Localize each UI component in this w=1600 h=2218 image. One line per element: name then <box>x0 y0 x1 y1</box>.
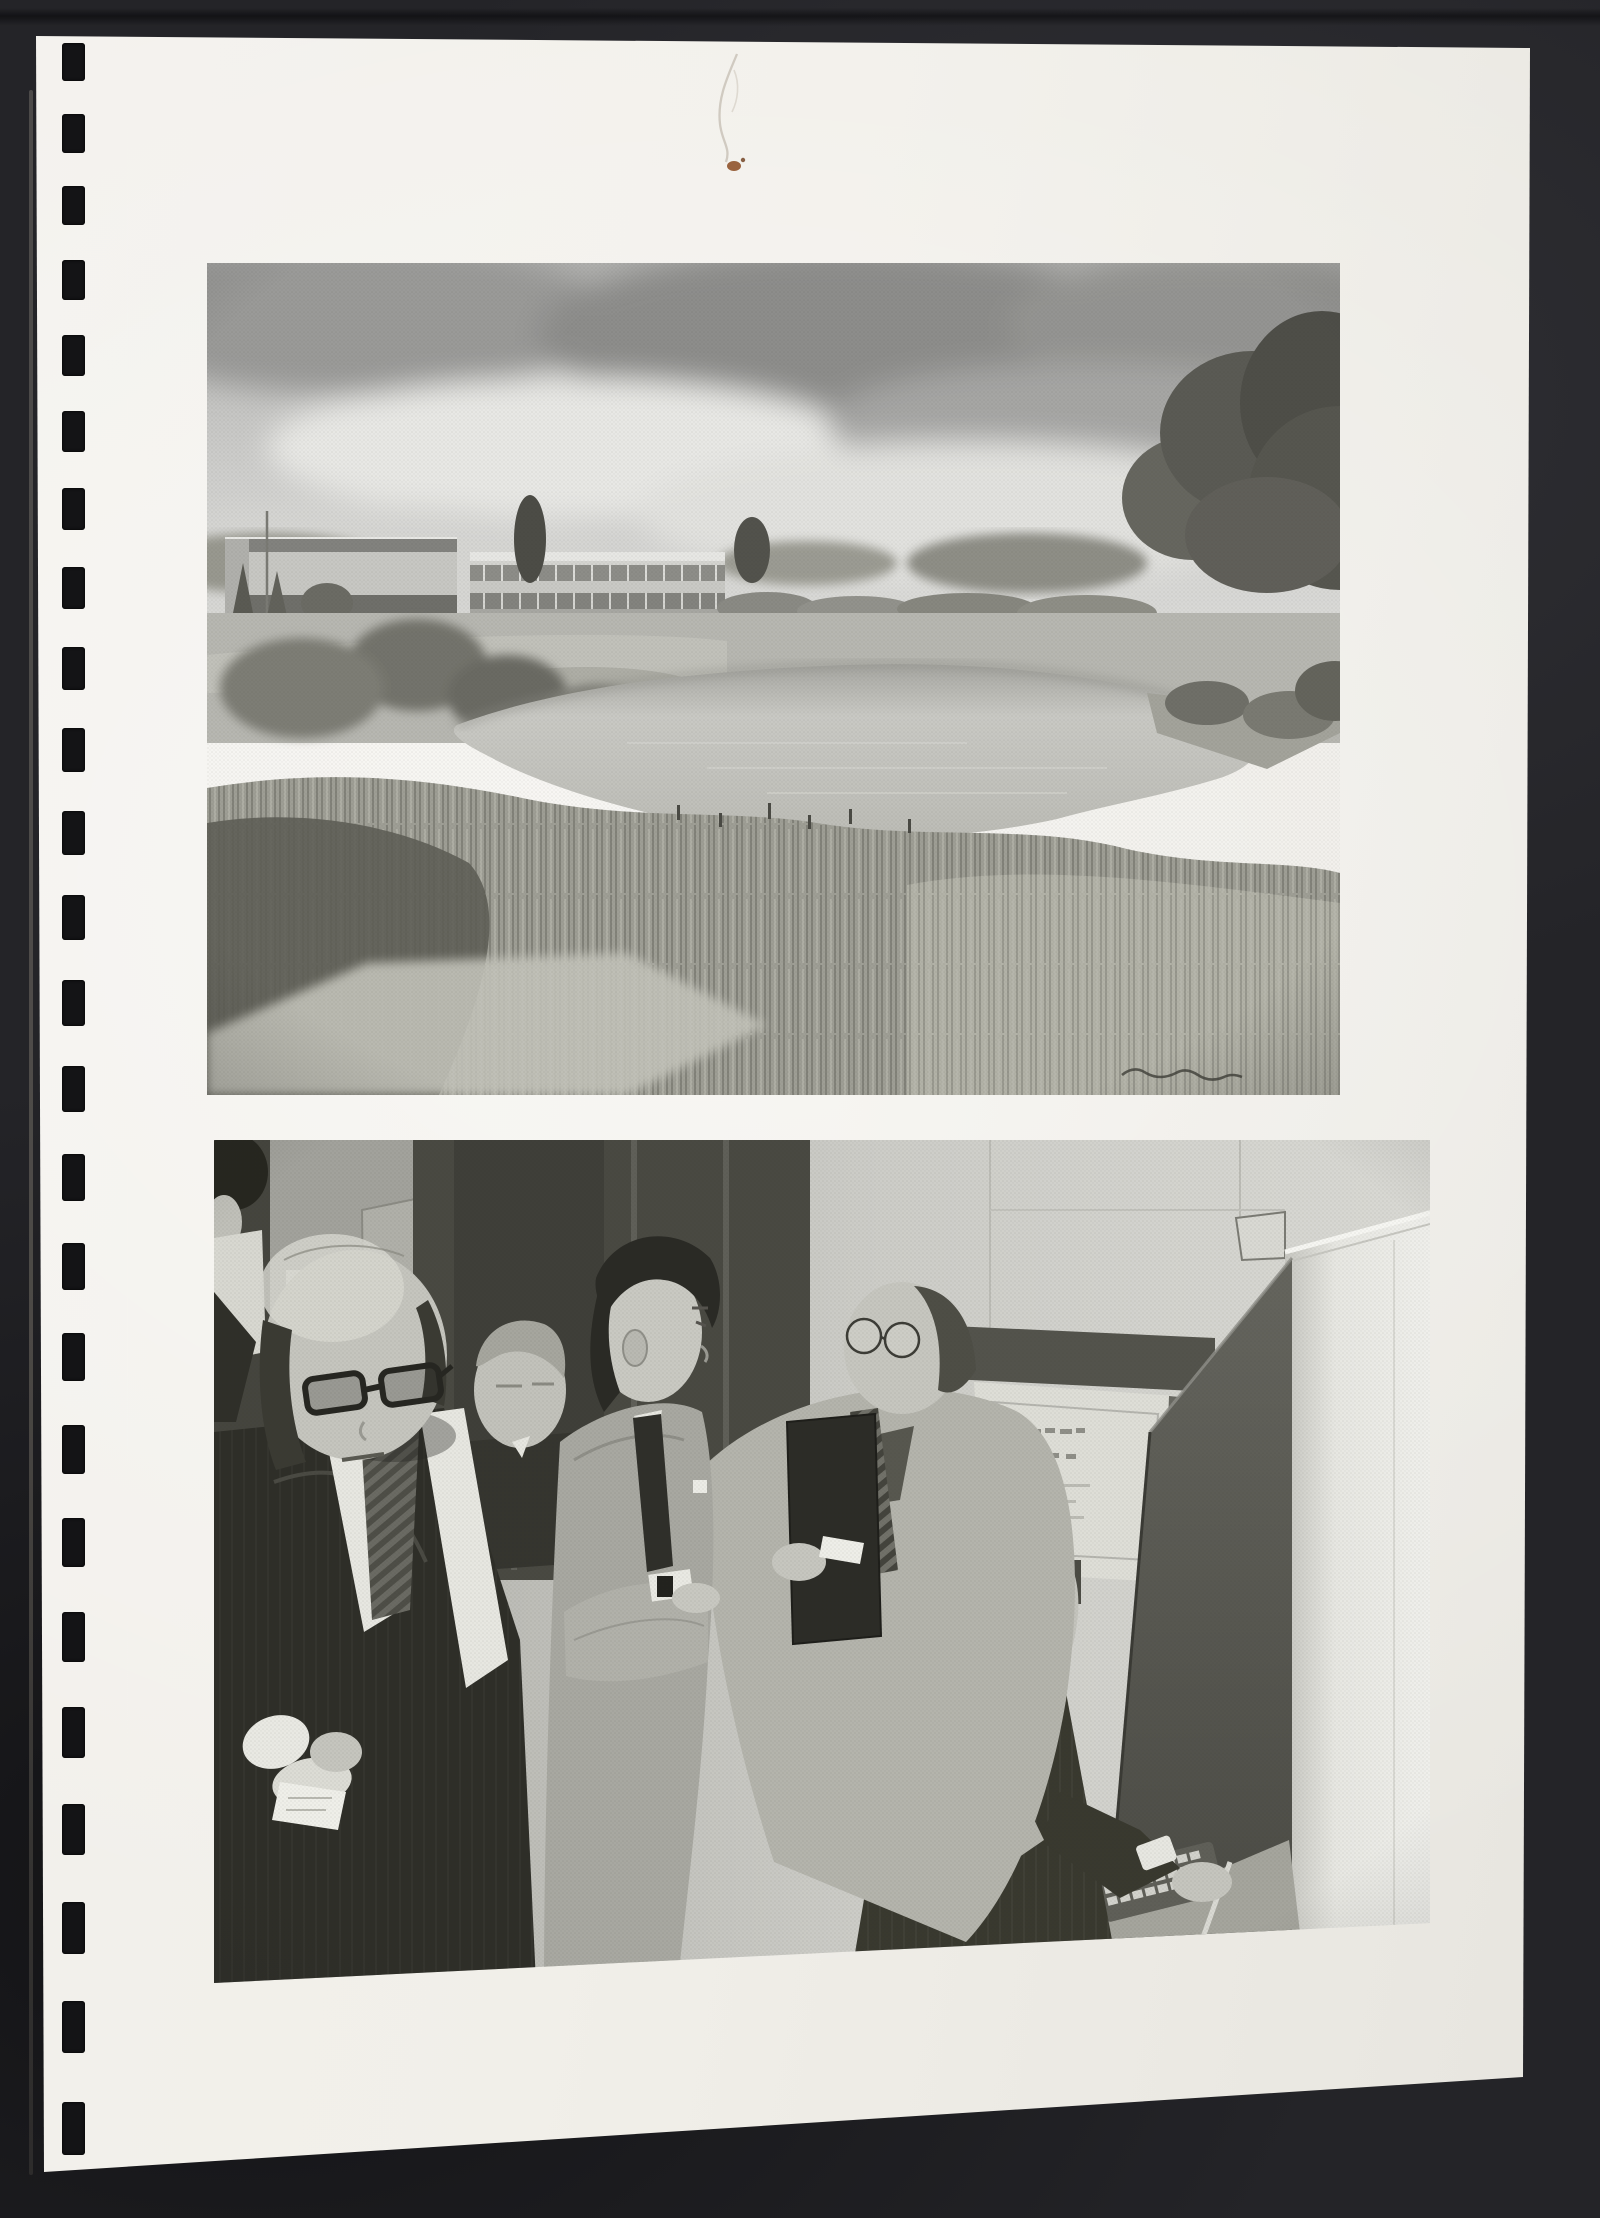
binding-hole <box>62 1518 85 1567</box>
binding-hole <box>62 980 85 1026</box>
binding-hole <box>62 260 85 300</box>
binding-hole <box>62 186 85 225</box>
photo-grounds <box>207 263 1340 1095</box>
binding-hole <box>62 1902 85 1954</box>
halftone-overlay <box>214 1140 1430 1983</box>
binding-hole <box>62 1612 85 1662</box>
binding-hole <box>62 43 85 81</box>
binding-hole <box>62 2001 85 2053</box>
binding-hole <box>62 1243 85 1290</box>
binding-hole <box>62 1707 85 1758</box>
grounds-photo-art <box>207 263 1340 1095</box>
binding-hole <box>62 2102 85 2155</box>
rust-stain-dot <box>727 161 741 171</box>
binding-hole <box>62 811 85 855</box>
binding-hole <box>62 488 85 530</box>
terminal-photo-art <box>214 1140 1430 1983</box>
binding-hole <box>62 1066 85 1112</box>
binding-hole <box>62 1425 85 1474</box>
binding-hole <box>62 895 85 940</box>
paper-scratch-mark <box>690 40 770 180</box>
page-stack-edge <box>29 90 33 2175</box>
binding-hole <box>62 411 85 452</box>
halftone-overlay <box>207 263 1340 1095</box>
binding-hole <box>62 647 85 690</box>
binding-hole <box>62 567 85 609</box>
binding-hole <box>62 335 85 376</box>
binding-hole <box>62 1154 85 1201</box>
binding-hole <box>62 114 85 153</box>
binding-hole <box>62 1333 85 1381</box>
scanner-shadow-ridge <box>0 8 1600 26</box>
binding-hole <box>62 728 85 772</box>
photo-terminal-visit <box>214 1140 1430 1983</box>
binding-hole <box>62 1804 85 1855</box>
